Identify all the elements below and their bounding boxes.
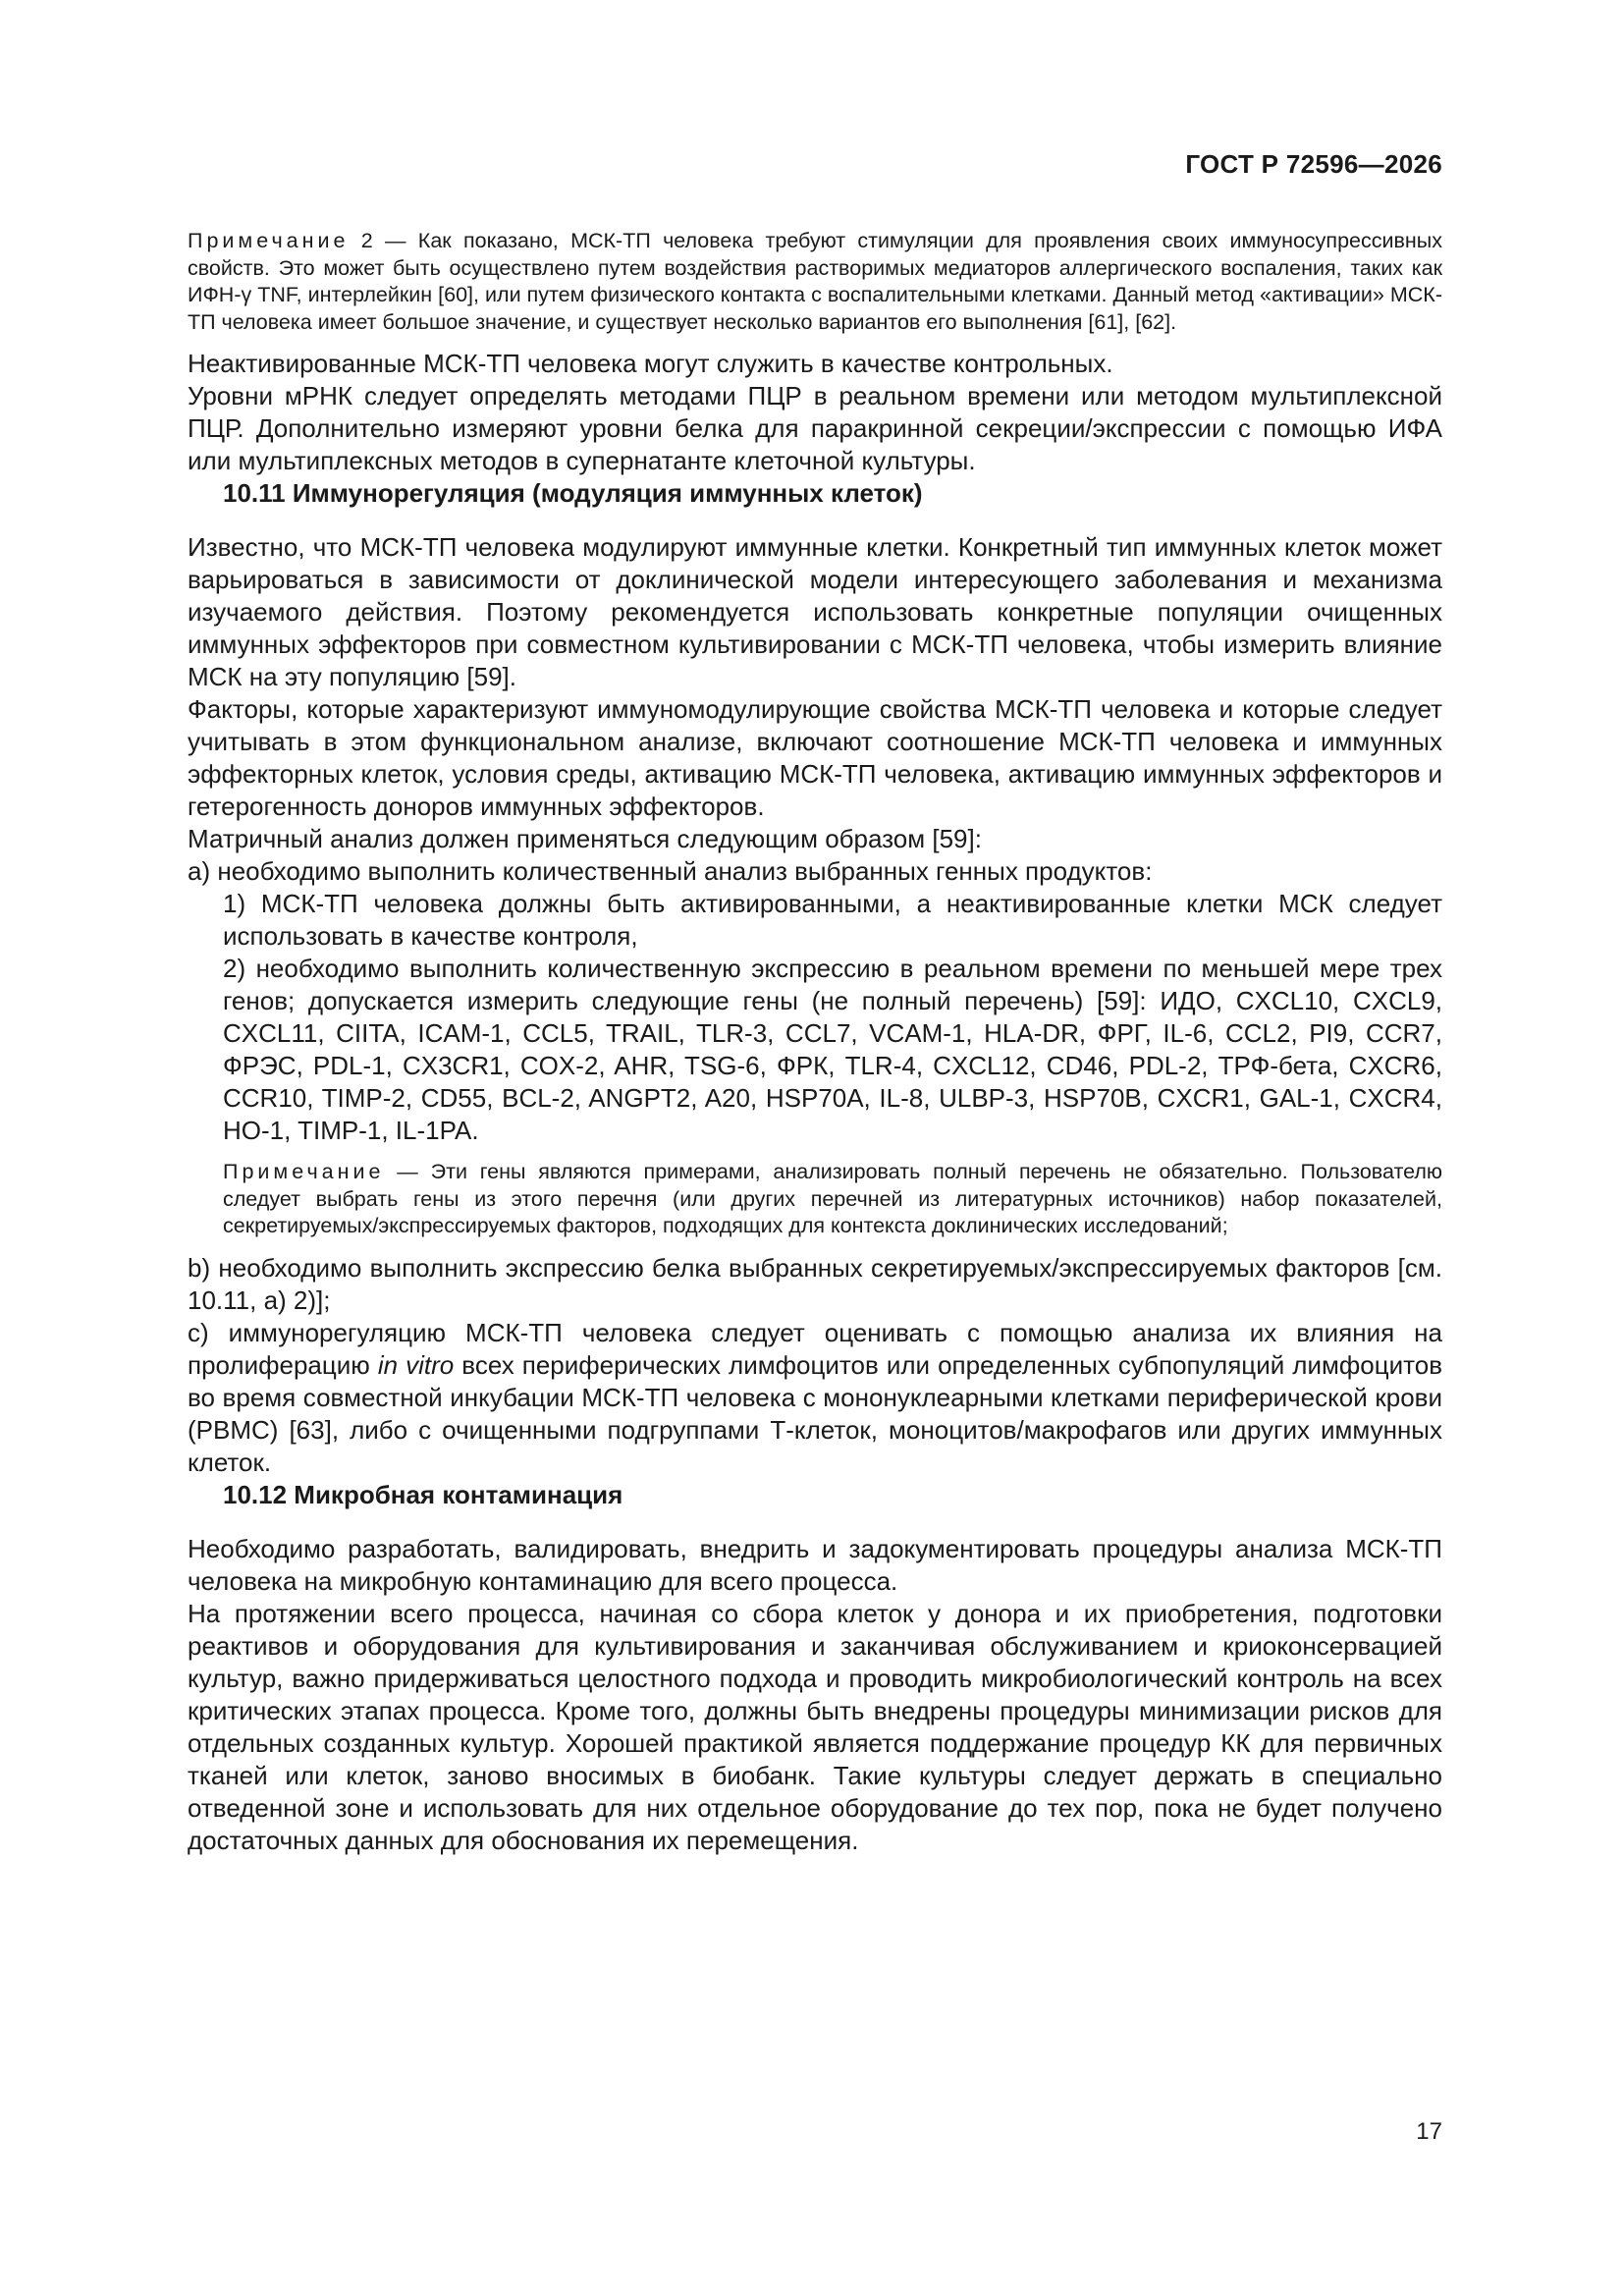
paragraph-mrna: Уровни мРНК следует определять методами ПЦР в реальном времени или методом мультиплексной ПЦР. Дополнительно измеряют уровни белка для паракринной секреции/экспрессии с помощью ИФА или мультиплексных методов в супернатанте клеточной культуры. [188, 381, 1442, 475]
section-10-11-paragraph-1: Известно, что МСК-ТП человека модулируют иммунные клетки. Конкретный тип иммунных клеток может варьироваться в зависимости от доклинической модели интересующего заболевания и механизма изучаемого действия. Поэтому рекомендуется использовать конкретные популяции очищенных иммунных эффекторов при совместном культивировании с МСК-ТП человека, чтобы измерить влияние МСК на эту популяцию [59]. [188, 532, 1442, 691]
list-item-a-1: 1) МСК-ТП человека должны быть активированными, а неактивированные клетки МСК следует использовать в качестве контроля, [223, 889, 1442, 951]
list-item-b: b) необходимо выполнить экспрессию белка выбранных секретируемых/экспрессируемых факторов [см. 10.11, a) 2)]; [188, 1252, 1442, 1315]
section-10-12-paragraph-1: Необходимо разработать, валидировать, внедрить и задокументировать процедуры анализа МСК-ТП человека на микробную контаминацию для всего процесса. [188, 1533, 1442, 1596]
section-10-12-paragraph-2: На протяжении всего процесса, начиная со сбора клеток у донора и их приобретения, подготовки реактивов и оборудования для культивирования и заканчивая обслуживанием и криоконсервацией культур, важно придерживаться целостного подхода и проводить микробиологический контроль на всех критических этапах процесса. Кроме того, должны быть внедрены процедуры минимизации рисков для отдельных созданных культур. Хорошей практикой является поддержание процедур КК для первичных тканей или клеток, заново вносимых в биобанк. Такие культуры следует держать в специально отведенной зоне и использовать для них отдельное оборудование до тех пор, пока не будет получено достаточных данных для обоснования их перемещения. [188, 1598, 1442, 1855]
note-2-label: Примечание [188, 229, 350, 252]
paragraph-unactivated: Неактивированные МСК-ТП человека могут служить в качестве контрольных. [188, 349, 1113, 378]
genes-note [188, 1159, 1442, 1240]
genes-note-text: — Эти гены являются примерами, анализировать полный перечень не обязательно. Пользователю следует выбрать гены из этого перечня (или других перечней из литературных источников) набор показателей, секретируемых/экспрессируемых факторов, подходящих для контекста доклинических исследований; [223, 1160, 1442, 1237]
list-item-a: a) необходимо выполнить количественный анализ выбранных генных продуктов: [188, 856, 1153, 886]
page-content [188, 228, 1442, 1857]
genes-note-label: Примечание [223, 1160, 385, 1183]
note-2 [188, 228, 1442, 336]
standard-header: ГОСТ Р 72596—2026 [1185, 149, 1442, 179]
list-item-c [188, 1317, 1442, 1479]
list-item-c-start: c) иммунорегуляцию МСК-ТП человека следует оценивать с помощью анализа их влияния на пролиферацию [188, 1317, 1442, 1380]
section-10-11-paragraph-3: Матричный анализ должен применяться следующим образом [59]: [188, 824, 982, 853]
document-page [188, 0, 1442, 2296]
section-10-12-heading: 10.12 Микробная контаминация [223, 1479, 623, 1509]
list-item-c-end: всех периферических лимфоцитов или определенных субпопуляций лимфоцитов во время совместной инкубации МСК-ТП человека с мононуклеарными клетками периферической крови (PBMC) [63], либо с очищенными подгруппами Т-клеток, моноцитов/макрофагов или других иммунных клеток. [188, 1349, 1443, 1477]
list-item-a-2: 2) необходимо выполнить количественную экспрессию в реальном времени по меньшей мере трех генов; допускается измерить следующие гены (не полный перечень) [59]: ИДО, CXCL10, CXCL9, CXCL11, CIITA, ICAM-1, CCL5, TRAIL, TLR-3, CCL7, VCAM-1, HLA-DR, ФРГ, IL-6, CCL2, PI9, CCR7, ФРЭС, PDL-1, CX3CR1, COX-2, AHR, TSG-6, ФРК, TLR-4, CXCL12, CD46, PDL-2, ТРФ-бета, CXCR6, CCR10, TIMP-2, CD55, BCL-2, ANGPT2, A20, HSP70A, IL-8, ULBP-3, HSP70B, CXCR1, GAL-1, CXCR4, HO-1, TIMP-1, IL-1PA. [223, 954, 1442, 1145]
section-10-11-paragraph-2: Факторы, которые характеризуют иммуномодулирующие свойства МСК-ТП человека и которые следует учитывать в этом функциональном анализе, включают соотношение МСК-ТП человека и иммунных эффекторных клеток, условия среды, активацию МСК-ТП человека, активацию иммунных эффекторов и гетерогенность доноров иммунных эффекторов. [188, 694, 1442, 821]
page-number: 17 [1416, 2118, 1442, 2145]
note-2-number: 2 [360, 229, 373, 252]
section-10-11-heading: 10.11 Иммунорегуляция (модуляция иммунных клеток) [223, 478, 923, 508]
note-2-text: — Как показано, МСК-ТП человека требуют стимуляции для проявления своих иммуносупрессивных свойств. Это может быть осуществлено путем воздействия растворимых медиаторов аллергического воспаления, таких как ИФН-γ TNF, интерлейкин [60], или путем физического контакта с воспалительными клетками. Данный метод «активации» МСК-ТП человека имеет большое значение, и существует несколько вариантов его выполнения [61], [62]. [188, 229, 1442, 334]
list-item-c-italic: in vitro [377, 1349, 455, 1380]
